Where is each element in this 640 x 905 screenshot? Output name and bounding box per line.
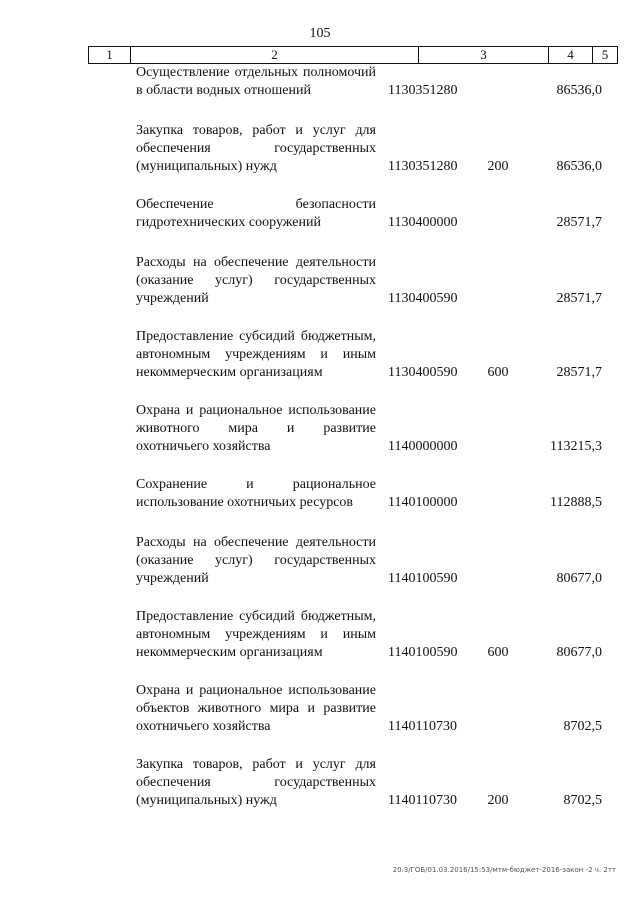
row-code: 1140100590 xyxy=(388,571,458,586)
row-name: Охрана и рациональное использование объектов животного мира и развитие охотничьего хозяйства xyxy=(136,683,376,734)
row-amount: 28571,7 xyxy=(556,215,602,230)
row-code: 1140100000 xyxy=(388,495,458,510)
row-amount: 112888,5 xyxy=(550,495,602,510)
row-type: 600 xyxy=(487,365,509,380)
row-name: Предоставление субсидий бюджетным, автономным учреждениям и иным некоммерческим организациям xyxy=(136,329,376,380)
row-code: 1130400000 xyxy=(388,215,458,230)
row-name: Сохранение и рациональное использование охотничьих ресурсов xyxy=(136,477,376,510)
row-name: Обеспечение безопасности гидротехнических сооружений xyxy=(136,197,376,230)
row-code: 1130400590 xyxy=(388,291,458,306)
table-header xyxy=(88,46,618,64)
row-type: 200 xyxy=(487,159,509,174)
row-name: Предоставление субсидий бюджетным, автономным учреждениям и иным некоммерческим организациям xyxy=(136,609,376,660)
row-code: 1140000000 xyxy=(388,439,458,454)
row-name: Охрана и рациональное использование животного мира и развитие охотничьего хозяйства xyxy=(136,403,376,454)
row-name: Закупка товаров, работ и услуг для обеспечения государственных (муниципальных) нужд xyxy=(136,757,376,808)
row-type: 200 xyxy=(487,793,509,808)
row-type: 600 xyxy=(487,645,509,660)
header-col-4: 4 xyxy=(549,47,593,63)
row-amount: 28571,7 xyxy=(556,291,602,306)
row-name: Закупка товаров, работ и услуг для обеспечения государственных (муниципальных) нужд xyxy=(136,123,376,174)
row-amount: 28571,7 xyxy=(556,365,602,380)
row-amount: 80677,0 xyxy=(556,571,602,586)
row-amount: 8702,5 xyxy=(563,719,602,734)
page-number: 105 xyxy=(309,26,331,41)
row-code: 1130351280 xyxy=(388,83,458,98)
row-name: Расходы на обеспечение деятельности (оказание услуг) государственных учреждений xyxy=(136,255,376,306)
row-amount: 8702,5 xyxy=(563,793,602,808)
row-amount: 80677,0 xyxy=(556,645,602,660)
row-name: Осуществление отдельных полномочий в области водных отношений xyxy=(136,65,376,98)
header-col-5: 5 xyxy=(601,47,609,62)
row-amount: 113215,3 xyxy=(550,439,602,454)
header-col-3: 3 xyxy=(419,47,549,63)
row-amount: 86536,0 xyxy=(556,83,602,98)
row-code: 1140100590 xyxy=(388,645,458,660)
row-code: 1140110730 xyxy=(388,793,457,808)
header-col-1: 1 xyxy=(89,47,131,63)
row-code: 1130351280 xyxy=(388,159,458,174)
row-code: 1130400590 xyxy=(388,365,458,380)
footer-stamp: 20.3/ГОБ/01.03.2016/15:53/мтм-бюджет-2016-закон -2 ч. 2тт xyxy=(392,866,616,874)
row-name: Расходы на обеспечение деятельности (оказание услуг) государственных учреждений xyxy=(136,535,376,586)
header-col-2: 2 xyxy=(131,47,419,63)
row-code: 1140110730 xyxy=(388,719,457,734)
row-amount: 86536,0 xyxy=(556,159,602,174)
